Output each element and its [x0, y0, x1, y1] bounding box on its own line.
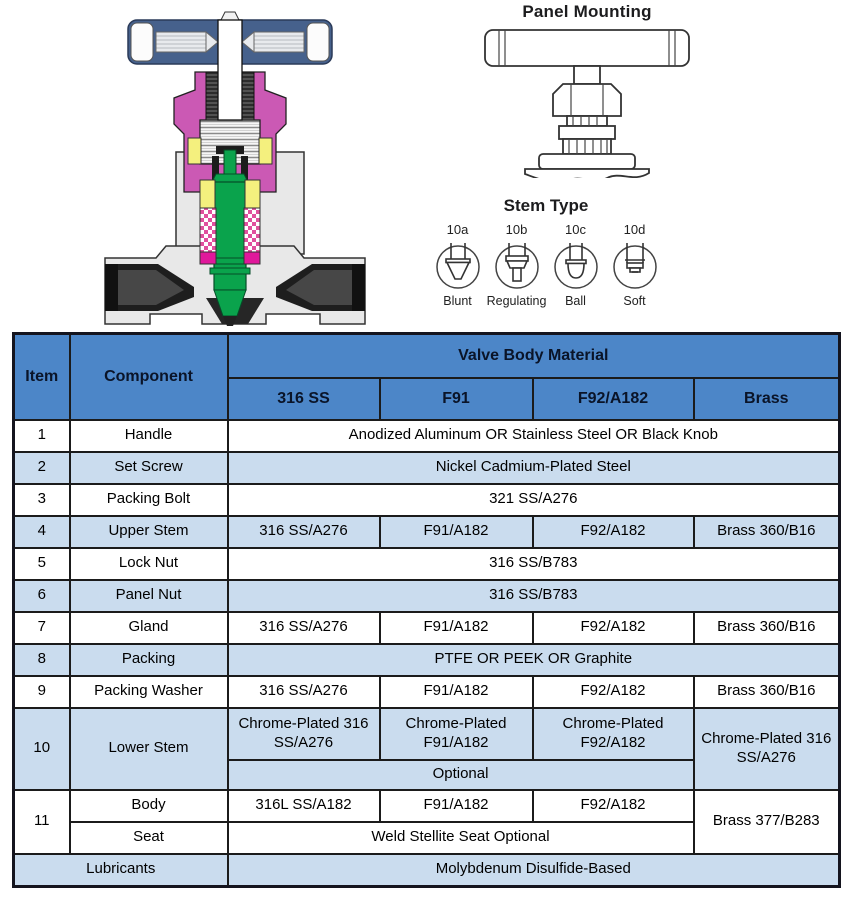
material-cell: Brass 360/B16 [694, 516, 840, 548]
stem-type-title: Stem Type [503, 196, 589, 215]
header-316ss: 316 SS [228, 378, 380, 420]
component-cell: Lower Stem [70, 708, 228, 790]
table-row [14, 790, 840, 822]
item-cell: 11 [14, 790, 70, 854]
component-cell: Body [70, 790, 228, 822]
component-cell: Lock Nut [70, 548, 228, 580]
stem-name-label: Regulating [486, 294, 547, 308]
material-cell: F91/A182 [380, 612, 533, 644]
header-component: Component [70, 334, 228, 420]
stem-name-label: Soft [623, 294, 646, 308]
header-valve-body-material: Valve Body Material [228, 334, 840, 378]
stem-type-regulating [486, 222, 547, 308]
stem-type-blunt [430, 222, 485, 308]
item-cell: 10 [14, 708, 70, 790]
component-cell: Packing [70, 644, 228, 676]
material-cell: F92/A182 [533, 516, 694, 548]
material-cell: Chrome-Plated F92/A182 [533, 708, 694, 760]
material-cell: Brass 360/B16 [694, 612, 840, 644]
material-cell: 321 SS/A276 [228, 484, 840, 516]
material-cell: PTFE OR PEEK OR Graphite [228, 644, 840, 676]
stem-code-label: 10c [565, 222, 586, 237]
component-cell: Gland [70, 612, 228, 644]
component-cell: Seat [70, 822, 228, 854]
material-cell: Anodized Aluminum OR Stainless Steel OR Black Knob [228, 420, 840, 452]
material-cell: F92/A182 [533, 676, 694, 708]
stem-code-label: 10d [623, 222, 646, 237]
component-cell: Panel Nut [70, 580, 228, 612]
stem-tip-ball-icon [552, 241, 600, 289]
optional-cell: Optional [228, 760, 694, 790]
table-row [14, 420, 840, 452]
material-cell: F91/A182 [380, 790, 533, 822]
header-brass: Brass [694, 378, 840, 420]
material-cell: 316 SS/B783 [228, 580, 840, 612]
item-cell: 5 [14, 548, 70, 580]
stem-tip-regulating-icon [493, 241, 541, 289]
lubricants-value-cell: Molybdenum Disulfide-Based [228, 854, 840, 887]
item-cell: 2 [14, 452, 70, 484]
material-cell: F92/A182 [533, 612, 694, 644]
material-cell: 316L SS/A182 [228, 790, 380, 822]
item-cell: 3 [14, 484, 70, 516]
header-item: Item [14, 334, 70, 420]
material-cell: Brass 360/B16 [694, 676, 840, 708]
component-cell: Packing Washer [70, 676, 228, 708]
table-row [14, 612, 840, 644]
material-cell: F91/A182 [380, 676, 533, 708]
stem-type-section [430, 196, 662, 308]
item-cell: 4 [14, 516, 70, 548]
panel-mounting-diagram [477, 26, 707, 178]
stem-name-label: Blunt [443, 294, 472, 308]
valve-upper-stem [218, 20, 242, 120]
table-row [14, 516, 840, 548]
material-cell: F91/A182 [380, 516, 533, 548]
table-row [14, 452, 840, 484]
stem-type-row [430, 222, 662, 308]
stem-type-soft [607, 222, 662, 308]
panel-mounting-title: Panel Mounting [522, 2, 652, 21]
stem-tip-blunt-icon [434, 241, 482, 289]
material-cell: 316 SS/A276 [228, 516, 380, 548]
valve-cross-section-illustration [100, 6, 370, 328]
material-cell: F92/A182 [533, 790, 694, 822]
component-cell: Handle [70, 420, 228, 452]
component-cell: Set Screw [70, 452, 228, 484]
item-cell: 9 [14, 676, 70, 708]
item-cell: 6 [14, 580, 70, 612]
material-cell: Chrome-Plated 316 SS/A276 [228, 708, 380, 760]
item-cell: 7 [14, 612, 70, 644]
materials-table [12, 332, 841, 888]
material-cell: 316 SS/B783 [228, 548, 840, 580]
header-f91: F91 [380, 378, 533, 420]
header-f92: F92/A182 [533, 378, 694, 420]
lubricants-label-cell: Lubricants [14, 854, 228, 887]
stem-tip-soft-icon [611, 241, 659, 289]
item-cell: 1 [14, 420, 70, 452]
table-row-lubricants [14, 854, 840, 887]
table-row [14, 484, 840, 516]
stem-code-label: 10a [446, 222, 469, 237]
panel-mounting-section [462, 2, 722, 178]
material-cell: 316 SS/A276 [228, 676, 380, 708]
table-row [14, 644, 840, 676]
stem-type-ball [548, 222, 603, 308]
material-cell: Chrome-Plated 316 SS/A276 [694, 708, 840, 790]
component-cell: Upper Stem [70, 516, 228, 548]
table-row [14, 548, 840, 580]
item-cell: 8 [14, 644, 70, 676]
material-cell: 316 SS/A276 [228, 612, 380, 644]
stem-code-label: 10b [505, 222, 528, 237]
component-cell: Packing Bolt [70, 484, 228, 516]
material-cell: Chrome-Plated F91/A182 [380, 708, 533, 760]
table-row [14, 676, 840, 708]
seat-cell: Weld Stellite Seat Optional [228, 822, 694, 854]
material-cell: Brass 377/B283 [694, 790, 840, 854]
table-row [14, 580, 840, 612]
material-cell: Nickel Cadmium-Plated Steel [228, 452, 840, 484]
table-row [14, 708, 840, 760]
stem-name-label: Ball [565, 294, 586, 308]
